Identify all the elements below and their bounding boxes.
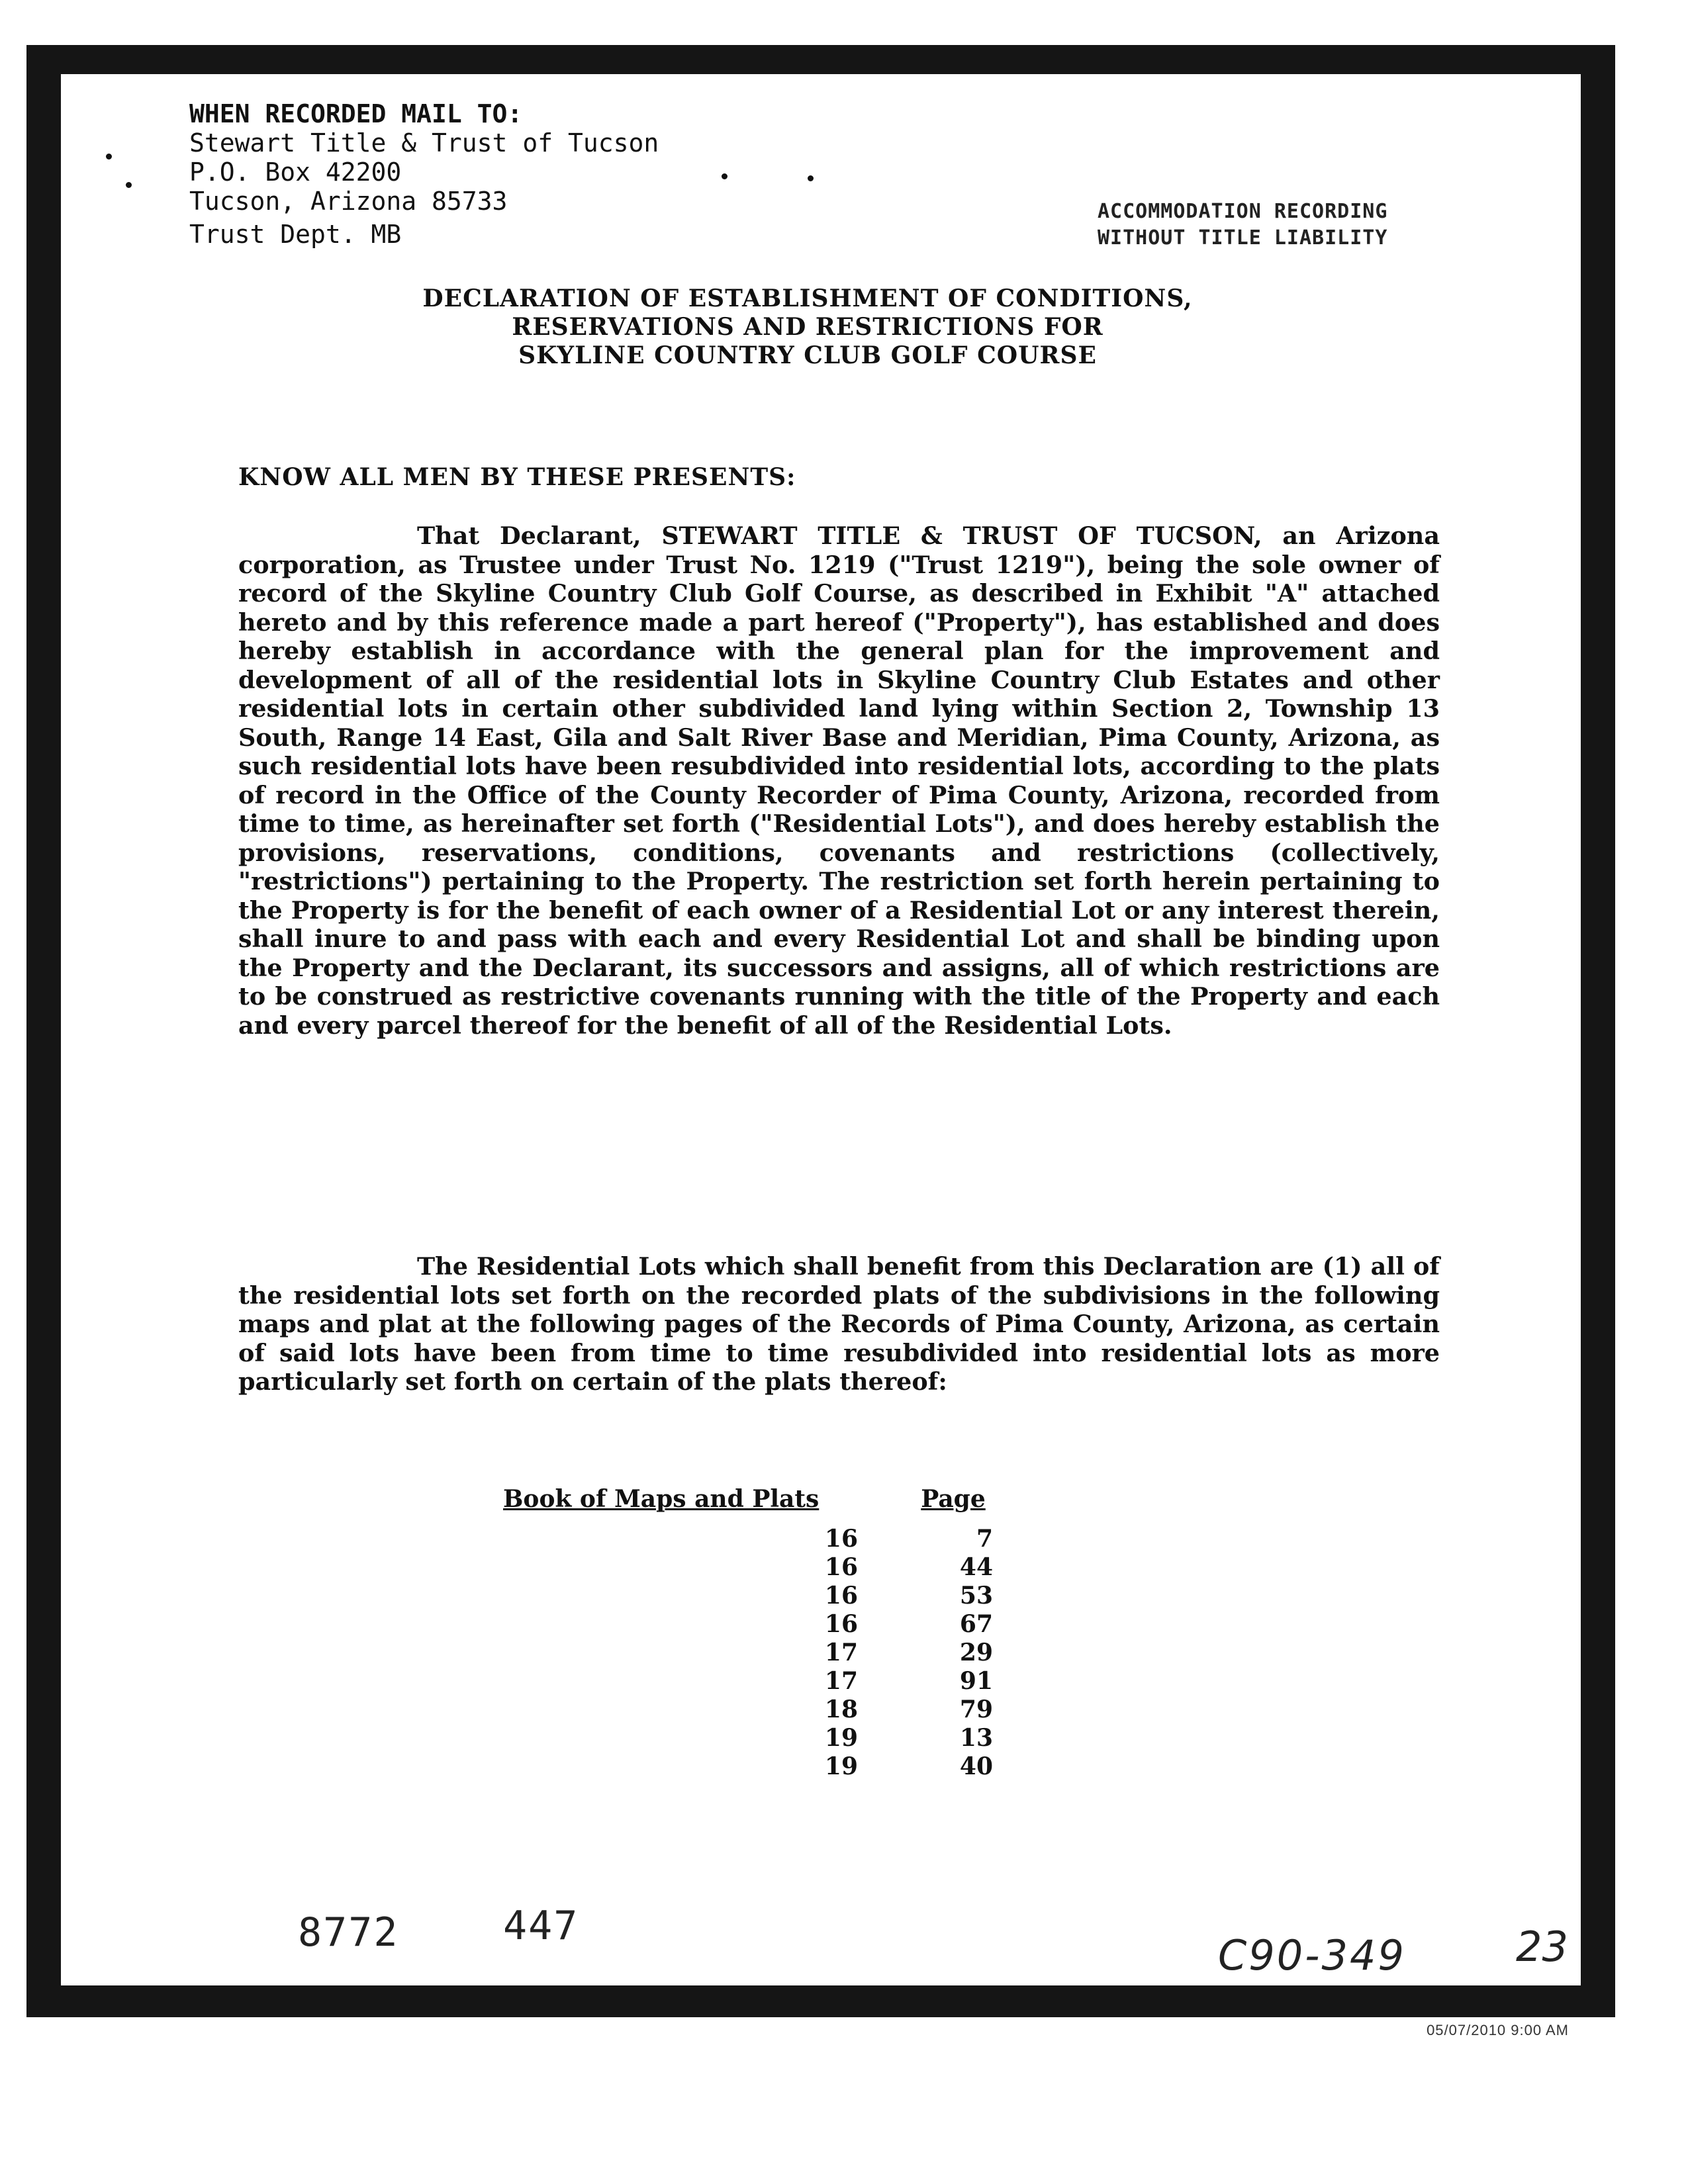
accommodation-stamp (1098, 199, 1387, 251)
docket-page-number: 447 (503, 1903, 579, 1949)
mail-to-box: P.O. Box 42200 (189, 158, 402, 187)
cell-page: 40 (959, 1752, 993, 1780)
paragraph-declarant: That Declarant, STEWART TITLE & TRUST OF TUCSON, an Arizona corporation, as Trustee under Trust No. 1219 ("Trust 1219"), being the sole owner of record of the Skyline Country Club Golf Course, as described in Exhibit "A" attached hereto and by this reference made a part hereof ("Property"), has established and does hereby establish in accordance with the general plan for the improvement and development of all of the residential lots in Skyline Country Club Estates and other residential lots in certain other subdivided land lying within Section 2, Township 13 South, Range 14 East, Gila and Salt River Base and Meridian, Pima County, Arizona, as such residential lots have been resubdivided into residential lots, according to the plats of record in the Office of the County Recorder of Pima County, Arizona, recorded from time to time, as hereinafter set forth ("Residential Lots"), and does hereby establish the provisions, reservations, conditions, covenants and restrictions (collectively, "restrictions") pertaining to the Property. The restriction set forth herein pertaining to the Property is for the benefit of each owner of a Residential Lot or any interest therein, shall inure to and pass with each and every Residential Lot and shall be binding upon the Property and the Declarant, its successors and assigns, all of which restrictions are to be construed as restrictive covenants running with the title of the Property and each and every parcel thereof for the benefit of all of the Residential Lots. (238, 522, 1440, 1040)
cell-book: 19 (824, 1752, 858, 1780)
document-title (238, 285, 1377, 370)
table-row (503, 1724, 993, 1752)
paragraph-residential-lots: The Residential Lots which shall benefit from this Declaration are (1) all of the residential lots set forth on the recorded plats of the subdivisions in the following maps and plat at the following pages of the Records of Pima County, Arizona, as certain of said lots have been from time to time resubdivided into residential lots as more particularly set forth on certain of the plats thereof: (238, 1252, 1440, 1396)
cell-page: 91 (959, 1667, 993, 1695)
plats-table (503, 1485, 993, 1781)
table-header (503, 1485, 993, 1525)
cell-page: 29 (959, 1639, 993, 1666)
table-row (503, 1553, 993, 1582)
title-line-3: SKYLINE COUNTRY CLUB GOLF COURSE (518, 341, 1097, 369)
table-row (503, 1610, 993, 1639)
cell-book: 17 (824, 1639, 858, 1666)
mail-to-city: Tucson, Arizona 85733 (189, 187, 508, 216)
cell-page: 67 (959, 1610, 993, 1638)
cell-book: 19 (824, 1724, 858, 1752)
mail-to-block (189, 99, 659, 249)
header-page: Page (921, 1485, 986, 1513)
cell-book: 17 (824, 1667, 858, 1695)
cell-book: 16 (824, 1582, 858, 1610)
title-line-2: RESERVATIONS AND RESTRICTIONS FOR (512, 313, 1103, 341)
table-row (503, 1752, 993, 1781)
title-line-1: DECLARATION OF ESTABLISHMENT OF CONDITIONS, (422, 285, 1193, 312)
mail-to-heading: WHEN RECORDED MAIL TO: (189, 99, 523, 128)
table-row (503, 1639, 993, 1667)
cell-book: 16 (824, 1553, 858, 1581)
cell-page: 7 (976, 1525, 993, 1553)
mail-to-dept: Trust Dept. MB (189, 220, 402, 249)
handwritten-code: C90-349 (1218, 1931, 1406, 1979)
scan-speck (106, 154, 112, 159)
cell-page: 53 (959, 1582, 993, 1610)
table-row (503, 1582, 993, 1610)
cell-page: 13 (959, 1724, 993, 1752)
handwritten-number: 23 (1516, 1923, 1568, 1971)
cell-book: 16 (824, 1525, 858, 1553)
table-row (503, 1696, 993, 1724)
scan-speck (808, 175, 814, 181)
cell-book: 16 (824, 1610, 858, 1638)
cell-book: 18 (824, 1696, 858, 1723)
cell-page: 79 (959, 1696, 993, 1723)
stamp-line-2: WITHOUT TITLE LIABILITY (1098, 226, 1388, 250)
stamp-line-1: ACCOMMODATION RECORDING (1098, 200, 1388, 223)
header-book: Book of Maps and Plats (503, 1485, 820, 1513)
scan-speck (722, 173, 727, 179)
mail-to-company: Stewart Title & Trust of Tucson (189, 128, 659, 158)
table-row (503, 1667, 993, 1696)
print-timestamp: 05/07/2010 9:00 AM (1427, 2022, 1569, 2038)
table-row (503, 1525, 993, 1553)
docket-number: 8772 (298, 1909, 399, 1956)
scan-speck (126, 182, 132, 188)
cell-page: 44 (959, 1553, 993, 1581)
salutation: KNOW ALL MEN BY THESE PRESENTS: (238, 463, 796, 491)
